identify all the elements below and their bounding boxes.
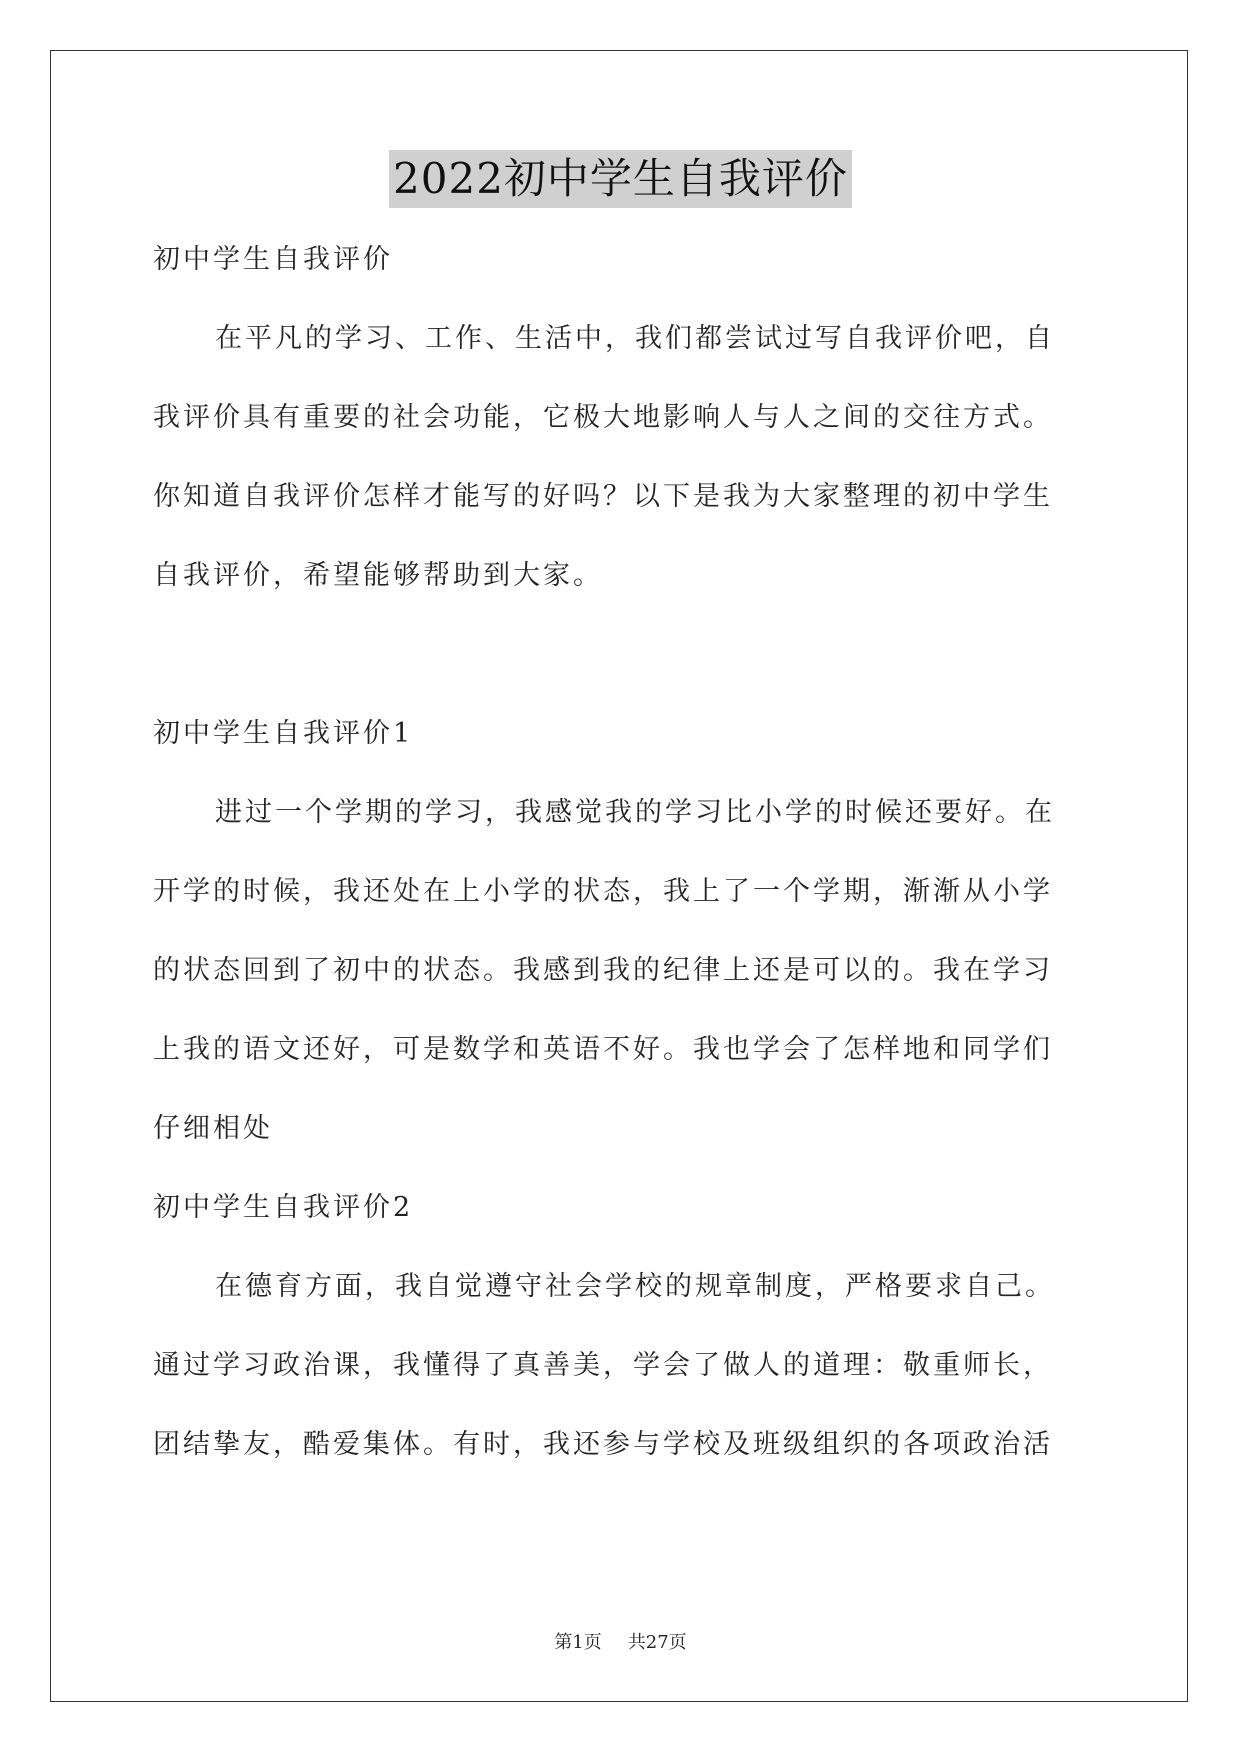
page-number: 第1页: [554, 1632, 602, 1653]
paragraph-line: 仔细相处: [153, 1113, 273, 1144]
intro-heading: 初中学生自我评价: [153, 244, 393, 275]
paragraph-line: 你知道自我评价怎样才能写的好吗？以下是我为大家整理的初中学生: [153, 481, 1053, 512]
paragraph-line: 在德育方面，我自觉遵守社会学校的规章制度，严格要求自己。: [215, 1271, 1055, 1302]
paragraph-line: 上我的语文还好，可是数学和英语不好。我也学会了怎样地和同学们: [153, 1034, 1053, 1065]
section-heading-1: 初中学生自我评价1: [153, 718, 414, 749]
paragraph-line: 在平凡的学习、工作、生活中，我们都尝试过写自我评价吧，自: [215, 323, 1055, 354]
title-container: [0, 150, 1241, 208]
page-footer: [0, 1628, 1241, 1654]
paragraph-line: 团结挚友，酷爱集体。有时，我还参与学校及班级组织的各项政治活: [153, 1429, 1053, 1460]
paragraph-line: 我评价具有重要的社会功能，它极大地影响人与人之间的交往方式。: [153, 402, 1053, 433]
paragraph-line: 通过学习政治课，我懂得了真善美，学会了做人的道理：敬重师长，: [153, 1350, 1053, 1381]
document-body: [153, 239, 1093, 1503]
blank-line: [153, 634, 1093, 713]
paragraph-line: 开学的时候，我还处在上小学的状态，我上了一个学期，渐渐从小学: [153, 876, 1053, 907]
paragraph-line: 的状态回到了初中的状态。我感到我的纪律上还是可以的。我在学习: [153, 955, 1053, 986]
section-heading-2: 初中学生自我评价2: [153, 1192, 414, 1223]
document-title: 2022初中学生自我评价: [389, 150, 852, 208]
paragraph-line: 自我评价，希望能够帮助到大家。: [153, 560, 603, 591]
page-total: 共27页: [627, 1632, 687, 1653]
paragraph-line: 进过一个学期的学习，我感觉我的学习比小学的时候还要好。在: [215, 797, 1055, 828]
